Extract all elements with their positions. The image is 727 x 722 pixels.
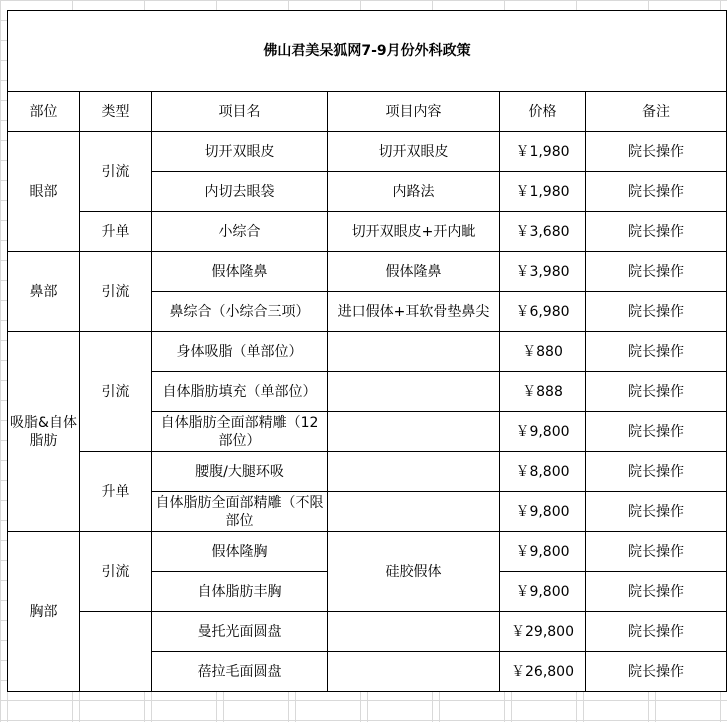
item-name-cell[interactable]: 假体隆鼻 bbox=[152, 252, 328, 292]
table-row bbox=[8, 532, 727, 572]
item-name-cell[interactable]: 自体脂肪全面部精雕（不限部位 bbox=[152, 492, 328, 532]
item-content-cell[interactable]: 切开双眼皮 bbox=[328, 132, 500, 172]
note-cell[interactable]: 院长操作 bbox=[586, 292, 727, 332]
part-cell-nose[interactable]: 鼻部 bbox=[8, 252, 80, 332]
price-cell[interactable]: ￥8,800 bbox=[500, 452, 586, 492]
item-content-cell[interactable] bbox=[328, 452, 500, 492]
item-content-cell[interactable] bbox=[328, 372, 500, 412]
price-cell[interactable]: ￥29,800 bbox=[500, 612, 586, 652]
type-cell[interactable]: 引流 bbox=[80, 132, 152, 212]
header-cell-note[interactable]: 备注 bbox=[586, 92, 727, 132]
table-row bbox=[8, 452, 727, 492]
item-content-cell[interactable] bbox=[328, 652, 500, 692]
note-cell[interactable]: 院长操作 bbox=[586, 532, 727, 572]
item-name-cell[interactable]: 自体脂肪全面部精雕（12部位） bbox=[152, 412, 328, 452]
item-name-cell[interactable]: 蓓拉毛面圆盘 bbox=[152, 652, 328, 692]
empty-sheet-rows[interactable] bbox=[7, 692, 726, 722]
type-cell[interactable]: 引流 bbox=[80, 252, 152, 332]
item-content-cell[interactable] bbox=[328, 332, 500, 372]
note-cell[interactable]: 院长操作 bbox=[586, 612, 727, 652]
note-cell[interactable]: 院长操作 bbox=[586, 332, 727, 372]
price-cell[interactable]: ￥3,680 bbox=[500, 212, 586, 252]
note-cell[interactable]: 院长操作 bbox=[586, 412, 727, 452]
header-cell-item-name[interactable]: 项目名 bbox=[152, 92, 328, 132]
price-cell[interactable]: ￥1,980 bbox=[500, 132, 586, 172]
item-name-cell[interactable]: 曼托光面圆盘 bbox=[152, 612, 328, 652]
part-cell-fat[interactable]: 吸脂&自体脂肪 bbox=[8, 332, 80, 532]
item-content-cell[interactable]: 假体隆鼻 bbox=[328, 252, 500, 292]
item-name-cell[interactable]: 假体隆胸 bbox=[152, 532, 328, 572]
header-cell-type[interactable]: 类型 bbox=[80, 92, 152, 132]
note-cell[interactable]: 院长操作 bbox=[586, 452, 727, 492]
table-row bbox=[8, 132, 727, 172]
price-cell[interactable]: ￥9,800 bbox=[500, 572, 586, 612]
header-cell-price[interactable]: 价格 bbox=[500, 92, 586, 132]
note-cell[interactable]: 院长操作 bbox=[586, 652, 727, 692]
table-row bbox=[8, 212, 727, 252]
type-cell[interactable]: 升单 bbox=[80, 452, 152, 532]
price-cell[interactable]: ￥1,980 bbox=[500, 172, 586, 212]
part-cell-eye[interactable]: 眼部 bbox=[8, 132, 80, 252]
note-cell[interactable]: 院长操作 bbox=[586, 252, 727, 292]
item-name-cell[interactable]: 鼻综合（小综合三项） bbox=[152, 292, 328, 332]
note-cell[interactable]: 院长操作 bbox=[586, 572, 727, 612]
item-name-cell[interactable]: 腰腹/大腿环吸 bbox=[152, 452, 328, 492]
price-cell[interactable]: ￥9,800 bbox=[500, 492, 586, 532]
note-cell[interactable]: 院长操作 bbox=[586, 372, 727, 412]
header-cell-part[interactable]: 部位 bbox=[8, 92, 80, 132]
price-cell[interactable]: ￥3,980 bbox=[500, 252, 586, 292]
header-cell-item-content[interactable]: 项目内容 bbox=[328, 92, 500, 132]
item-content-cell[interactable] bbox=[328, 412, 500, 452]
note-cell[interactable]: 院长操作 bbox=[586, 212, 727, 252]
policy-table bbox=[7, 10, 727, 692]
item-content-cell[interactable] bbox=[328, 492, 500, 532]
item-content-cell[interactable]: 硅胶假体 bbox=[328, 532, 500, 612]
table-row bbox=[8, 332, 727, 372]
item-name-cell[interactable]: 自体脂肪填充（单部位） bbox=[152, 372, 328, 412]
table-row bbox=[8, 252, 727, 292]
note-cell[interactable]: 院长操作 bbox=[586, 132, 727, 172]
item-content-cell[interactable]: 切开双眼皮+开内眦 bbox=[328, 212, 500, 252]
type-cell-empty[interactable] bbox=[80, 612, 152, 692]
part-cell-chest[interactable]: 胸部 bbox=[8, 532, 80, 692]
item-name-cell[interactable]: 内切去眼袋 bbox=[152, 172, 328, 212]
price-cell[interactable]: ￥9,800 bbox=[500, 532, 586, 572]
price-cell[interactable]: ￥26,800 bbox=[500, 652, 586, 692]
item-content-cell[interactable]: 进口假体+耳软骨垫鼻尖 bbox=[328, 292, 500, 332]
item-name-cell[interactable]: 身体吸脂（单部位） bbox=[152, 332, 328, 372]
item-name-cell[interactable]: 小综合 bbox=[152, 212, 328, 252]
item-name-cell[interactable]: 切开双眼皮 bbox=[152, 132, 328, 172]
note-cell[interactable]: 院长操作 bbox=[586, 172, 727, 212]
item-content-cell[interactable] bbox=[328, 612, 500, 652]
item-content-cell[interactable]: 内路法 bbox=[328, 172, 500, 212]
table-row bbox=[8, 612, 727, 652]
price-cell[interactable]: ￥880 bbox=[500, 332, 586, 372]
price-cell[interactable]: ￥888 bbox=[500, 372, 586, 412]
type-cell[interactable]: 引流 bbox=[80, 532, 152, 612]
type-cell[interactable]: 升单 bbox=[80, 212, 152, 252]
price-cell[interactable]: ￥6,980 bbox=[500, 292, 586, 332]
type-cell[interactable]: 引流 bbox=[80, 332, 152, 452]
table-title[interactable]: 佛山君美呆狐网7-9月份外科政策 bbox=[8, 11, 727, 92]
item-name-cell[interactable]: 自体脂肪丰胸 bbox=[152, 572, 328, 612]
price-cell[interactable]: ￥9,800 bbox=[500, 412, 586, 452]
header-row bbox=[8, 92, 727, 132]
note-cell[interactable]: 院长操作 bbox=[586, 492, 727, 532]
